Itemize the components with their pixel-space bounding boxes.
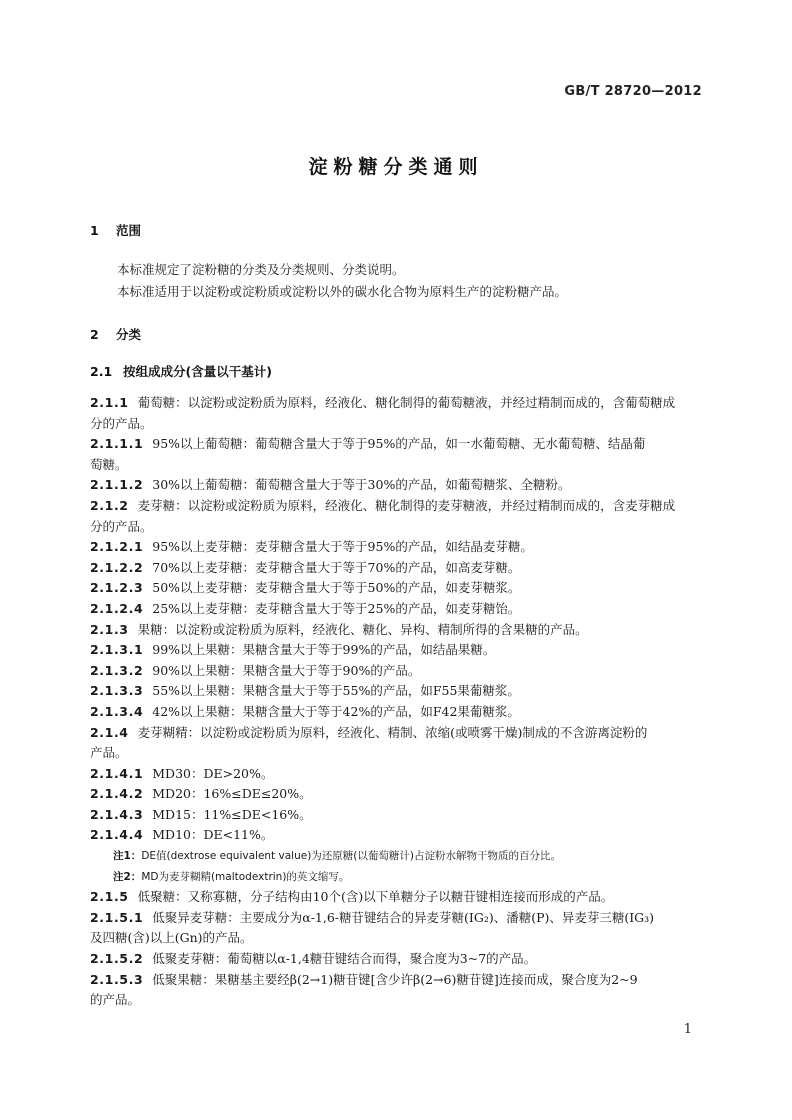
line-text: 分的产品。 (90, 518, 153, 534)
continuation-line (90, 928, 702, 949)
line-text: 95%以上麦芽糖：麦芽糖含量大于等于95%的产品，如结晶麦芽糖。 (152, 539, 533, 555)
section-2-1-heading (90, 362, 272, 380)
standard-number: GB/T 28720—2012 (564, 84, 702, 99)
classification-body (90, 393, 702, 1011)
clause-number: 2.1.2.3 (90, 580, 144, 596)
clause-line (90, 640, 702, 661)
clause-line (90, 887, 702, 908)
line-text: 70%以上麦芽糖：麦芽糖含量大于等于70%的产品，如高麦芽糖。 (152, 559, 521, 575)
line-text: 低聚糖：又称寡糖，分子结构由10个(含)以下单糖分子以糖苷键相连接而形成的产品。 (137, 889, 614, 905)
section-number: 2.1 (90, 364, 113, 379)
clause-number: 2.1.2.4 (90, 600, 144, 616)
section-title: 范围 (116, 223, 142, 238)
clause-line (90, 537, 702, 558)
clause-number: 2.1.4 (90, 724, 129, 740)
note-line (90, 846, 702, 867)
line-text: 50%以上麦芽糖：麦芽糖含量大于等于50%的产品，如麦芽糖浆。 (152, 580, 521, 596)
clause-line (90, 661, 702, 682)
line-text: 分的产品。 (90, 415, 153, 431)
clause-number: 2.1.5.3 (90, 971, 144, 987)
clause-line (90, 681, 702, 702)
clause-line (90, 434, 702, 455)
section-title: 分类 (116, 327, 142, 342)
line-text: MD30：DE>20%。 (152, 765, 274, 781)
continuation-line (90, 455, 702, 476)
clause-number: 2.1.2.2 (90, 559, 144, 575)
line-text: 低聚果糖：果糖基主要经β(2→1)糖苷键[含少许β(2→6)糖苷键]连接而成，聚合度为2~9 (152, 971, 638, 987)
scope-paragraph-1: 本标准规定了淀粉糖的分类及分类规则、分类说明。 (117, 262, 405, 277)
line-text: 90%以上果糖：果糖含量大于等于90%的产品。 (152, 662, 421, 678)
document-title: 淀粉糖分类通则 (308, 156, 484, 178)
clause-line (90, 578, 702, 599)
line-text: MD10：DE<11%。 (152, 827, 274, 843)
line-text: DE值(dextrose equivalent value)为还原糖(以葡萄糖计)占淀粉水解物干物质的百分比。 (141, 850, 561, 863)
clause-number: 2.1.5.2 (90, 951, 144, 967)
section-1-heading (90, 221, 141, 239)
line-text: 30%以上葡萄糖：葡萄糖含量大于等于30%的产品，如葡萄糖浆、全糖粉。 (152, 477, 571, 493)
line-text: 萄糖。 (90, 456, 128, 472)
note-label: 注2： (113, 870, 142, 883)
clause-number: 2.1.3.4 (90, 703, 144, 719)
clause-line (90, 764, 702, 785)
clause-number: 2.1.4.1 (90, 765, 144, 781)
clause-line (90, 805, 702, 826)
clause-line (90, 496, 702, 517)
continuation-line (90, 743, 702, 764)
clause-number: 2.1.4.3 (90, 806, 144, 822)
clause-number: 2.1.2 (90, 497, 129, 513)
clause-number: 2.1.4.4 (90, 827, 144, 843)
section-title: 按组成成分(含量以干基计) (123, 364, 272, 379)
clause-number: 2.1.5 (90, 889, 129, 905)
continuation-line (90, 517, 702, 538)
line-text: 95%以上葡萄糖：葡萄糖含量大于等于95%的产品，如一水葡萄糖、无水葡萄糖、结晶葡 (152, 436, 646, 452)
line-text: 99%以上果糖：果糖含量大于等于99%的产品，如结晶果糖。 (152, 642, 496, 658)
clause-number: 2.1.4.2 (90, 786, 144, 802)
clause-line (90, 599, 702, 620)
section-number: 1 (90, 223, 99, 238)
clause-number: 2.1.2.1 (90, 539, 144, 555)
scope-paragraph-2: 本标准适用于以淀粉或淀粉质或淀粉以外的碳水化合物为原料生产的淀粉糖产品。 (117, 284, 568, 299)
clause-line (90, 702, 702, 723)
line-text: 低聚麦芽糖：葡萄糖以α-1,4糖苷键结合而得，聚合度为3~7的产品。 (152, 951, 537, 967)
line-text: 低聚异麦芽糖：主要成分为α-1,6-糖苷键结合的异麦芽糖(IG₂)、潘糖(P)、异麦芽三糖(IG₃) (152, 909, 655, 925)
clause-number: 2.1.3.3 (90, 683, 144, 699)
clause-number: 2.1.3.1 (90, 642, 144, 658)
clause-line (90, 784, 702, 805)
line-text: MD为麦芽糊精(maltodextrin)的英文缩写。 (141, 870, 350, 883)
clause-line (90, 558, 702, 579)
clause-line (90, 908, 702, 929)
clause-line (90, 825, 702, 846)
clause-line (90, 620, 702, 641)
continuation-line (90, 414, 702, 435)
clause-line (90, 723, 702, 744)
line-text: 25%以上麦芽糖：麦芽糖含量大于等于25%的产品，如麦芽糖饴。 (152, 600, 521, 616)
continuation-line (90, 990, 702, 1011)
note-line (90, 867, 702, 888)
line-text: 麦芽糖：以淀粉或淀粉质为原料，经液化、糖化制得的麦芽糖液，并经过精制而成的，含麦芽糖成 (137, 497, 676, 513)
clause-number: 2.1.3 (90, 621, 129, 637)
clause-line (90, 475, 702, 496)
line-text: 产品。 (90, 745, 128, 761)
note-label: 注1： (113, 850, 142, 863)
line-text: 果糖：以淀粉或淀粉质为原料，经液化、糖化、异构、精制所得的含果糖的产品。 (137, 621, 588, 637)
clause-line (90, 949, 702, 970)
line-text: MD15：11%≤DE<16%。 (152, 806, 312, 822)
line-text: 麦芽糊精：以淀粉或淀粉质为原料，经液化、精制、浓缩(或喷雾干燥)制成的不含游离淀粉的 (137, 724, 648, 740)
line-text: 42%以上果糖：果糖含量大于等于42%的产品，如F42果葡糖浆。 (152, 703, 520, 719)
clause-number: 2.1.1.1 (90, 436, 144, 452)
line-text: MD20：16%≤DE≤20%。 (152, 786, 312, 802)
clause-number: 2.1.1.2 (90, 477, 144, 493)
clause-number: 2.1.1 (90, 395, 129, 410)
clause-number: 2.1.5.1 (90, 909, 144, 925)
clause-line (90, 970, 702, 991)
line-text: 葡萄糖：以淀粉或淀粉质为原料，经液化、糖化制得的葡萄糖液，并经过精制而成的，含葡萄糖成 (137, 395, 676, 410)
clause-number: 2.1.3.2 (90, 662, 144, 678)
line-text: 的产品。 (90, 992, 141, 1008)
line-text: 及四糖(含)以上(Gn)的产品。 (90, 930, 253, 946)
line-text: 55%以上果糖：果糖含量大于等于55%的产品，如F55果葡糖浆。 (152, 683, 520, 699)
section-2-heading (90, 325, 141, 343)
section-number: 2 (90, 327, 99, 342)
clause-line (90, 393, 702, 414)
page-number: 1 (683, 1022, 692, 1037)
